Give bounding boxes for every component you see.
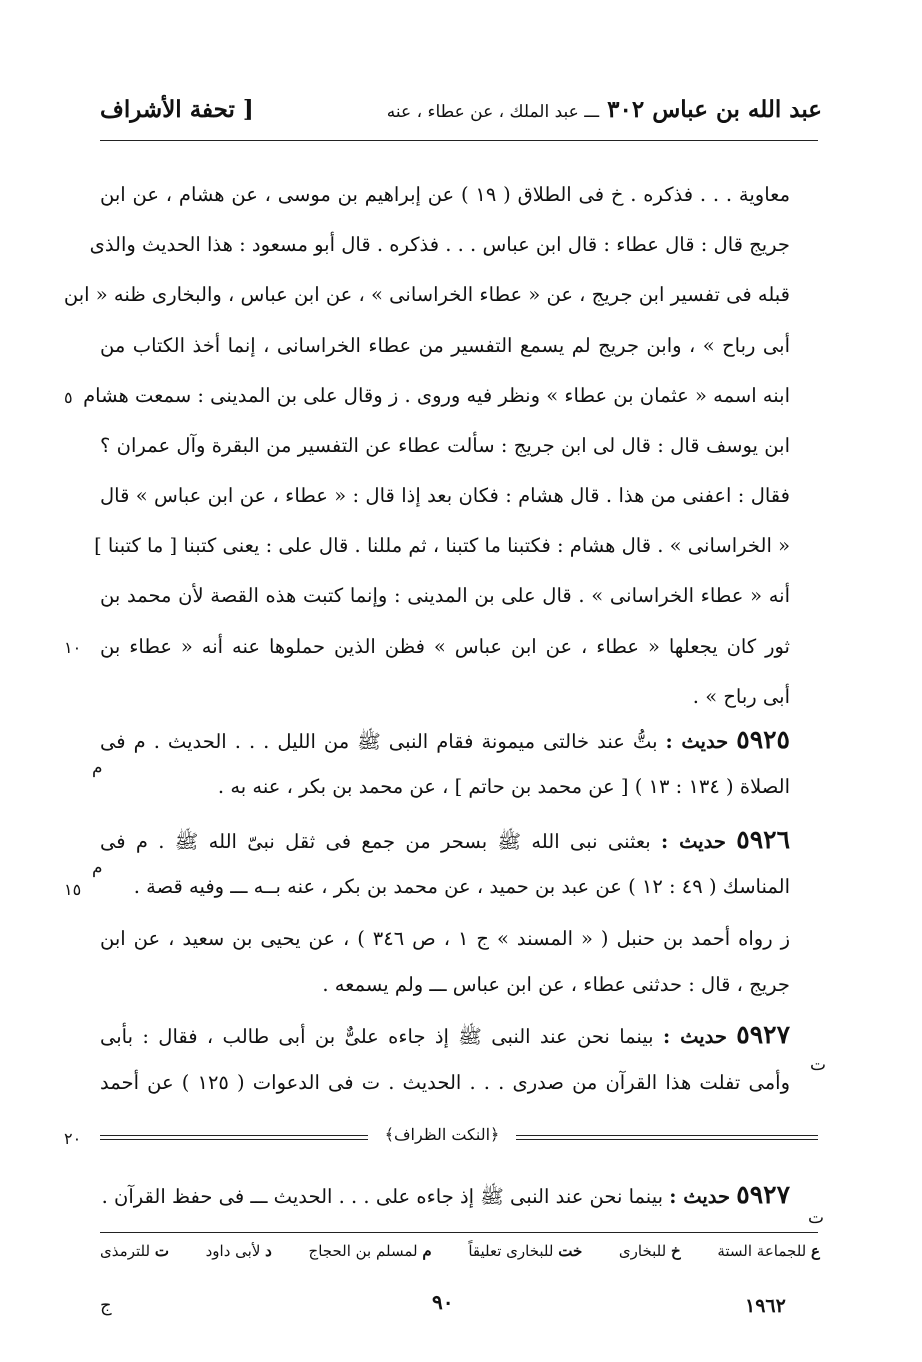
body-line: ثور كان يجعلها « عطاء ، عن ابن عباس » فظن الذين حملوها عنه أنه « عطاء بن: [100, 635, 790, 658]
abbreviation-text: للبخارى تعليقاً: [468, 1242, 554, 1260]
abbreviation-symbol: ع: [811, 1242, 820, 1260]
abbreviation-symbol: د: [265, 1242, 272, 1260]
abbreviation-item: [619, 1242, 681, 1260]
abbreviation-item: [206, 1242, 272, 1260]
hadith-text: بتُّ عند خالتى ميمونة فقام النبى ﷺ من الليل . . . الحديث . م فى: [100, 730, 658, 753]
turaf-note-symbol: ت: [808, 1208, 825, 1228]
hadith-5927-line-1: [100, 1020, 790, 1052]
abbreviation-text: للترمذى: [100, 1242, 151, 1260]
turaf-note-number: ٥٩٢٧: [736, 1180, 790, 1209]
body-line: معاوية . . . فذكره . خ فى الطلاق ( ١٩ ) عن إبراهيم بن موسى ، عن هشام ، عن ابن: [100, 183, 791, 206]
running-title-sub: ـــ عبد الملك ، عن عطاء ، عنه: [386, 102, 600, 122]
turaf-note-text: بينما نحن عند النبى ﷺ إذ جاءه على . . . الحديث ـــ فى حفظ القرآن .: [101, 1185, 664, 1208]
header-divider: [100, 140, 818, 141]
hadith-5926-symbol: م: [92, 858, 103, 878]
body-line: « الخراسانى » . قال هشام : فكتبنا ما كتبنا ، ثم مللنا . قال على : يعنى كتبنا [ ما كتبنا ]: [94, 534, 790, 557]
hadith-number: ٥٩٢٥: [736, 725, 790, 754]
abbreviation-text: لأبى داود: [205, 1242, 261, 1260]
line-number-20: ٢٠: [64, 1129, 82, 1148]
abbreviations-divider: [100, 1232, 818, 1233]
abbreviation-text: للجماعة الستة: [717, 1242, 807, 1260]
hadith-5927-symbol: ت: [810, 1055, 827, 1075]
turaf-label: ﴿النكت الظراف﴾: [384, 1125, 500, 1144]
hadith-5926-line-1: [100, 825, 790, 857]
hadith-5925-line-1: [100, 725, 790, 757]
turaf-note-label: حديث :: [669, 1185, 731, 1208]
abbreviation-item: [309, 1242, 432, 1260]
hadith-label: حديث :: [665, 730, 729, 753]
hadith-text: بعثنى نبى الله ﷺ بسحر من جمع فى ثقل نبىّ الله ﷺ . م فى: [100, 830, 651, 853]
hadith-5925-symbol: م: [92, 758, 103, 778]
abbreviation-item: [468, 1242, 582, 1260]
body-line: أنه « عطاء الخراسانى » . قال على بن المدينى : وإنما كتبت هذه القصة لأن محمد بن: [100, 584, 790, 607]
turaf-note: [100, 1180, 790, 1212]
hadith-5927-line-2: وأمى تفلت هذا القرآن من صدرى . . . الحديث . ت فى الدعوات ( ١٢٥ ) عن أحمد: [100, 1071, 790, 1094]
line-number-15: ١٥: [64, 880, 82, 899]
abbreviation-item: [717, 1242, 820, 1260]
abbreviation-item: [100, 1242, 169, 1260]
body-line: أبى رباح » ، وابن جريج لم يسمع التفسير من عطاء الخراسانى ، إنما أخذ الكتاب من: [100, 334, 790, 357]
signature-code: ١٩٦٢: [745, 1295, 786, 1317]
hadith-label: حديث :: [662, 1025, 727, 1048]
hadith-text: بينما نحن عند النبى ﷺ إذ جاءه علىٌّ بن أبى طالب ، فقال : بأبى: [100, 1025, 654, 1048]
hadith-label: حديث :: [661, 830, 726, 853]
hadith-number: ٥٩٢٧: [736, 1020, 791, 1049]
line-number-10: ١٠: [64, 638, 82, 657]
gathering-mark: ج: [100, 1295, 112, 1316]
abbreviation-symbol: م: [422, 1242, 432, 1260]
line-number-5: ٥: [64, 388, 73, 407]
abbreviation-text: لمسلم بن الحجاج: [308, 1242, 418, 1260]
body-line: ابن يوسف قال : قال لى ابن جريج : سألت عطاء عن التفسير من البقرة وآل عمران ؟: [100, 434, 790, 457]
running-title-main: عبد الله بن عباس ۳۰۲: [607, 96, 822, 123]
body-line: ابنه اسمه « عثمان بن عطاء » ونظر فيه وروى . ز وقال على بن المدينى : سمعت هشام: [83, 384, 790, 407]
body-line: قبله فى تفسير ابن جريج ، عن « عطاء الخراسانى » ، عن ابن عباس ، والبخارى ظنه « ابن: [63, 283, 790, 306]
body-line: جريج قال : قال عطاء : قال ابن عباس . . . فذكره . قال أبو مسعود : هذا الحديث والذى: [89, 233, 790, 256]
body-line: أبى رباح » .: [692, 685, 790, 708]
abbreviation-symbol: خ: [671, 1242, 681, 1260]
hadith-number: ٥٩٢٦: [736, 825, 791, 854]
abbreviation-symbol: ت: [154, 1242, 169, 1260]
abbreviation-text: للبخارى: [618, 1242, 667, 1260]
hadith-5926-line-2: المناسك ( ٤٩ : ١٢ ) عن عبد بن حميد ، عن محمد بن بكر ، عنه بــه ـــ وفيه قصة .: [133, 875, 790, 898]
abbreviations-key: [100, 1242, 820, 1260]
book-title: [ تحفة الأشراف: [100, 96, 254, 123]
hadith-5925-line-2: الصلاة ( ١٣٤ : ١٣ ) [ عن محمد بن حاتم ] ، عن محمد بن بكر ، عنه به .: [217, 775, 790, 798]
hadith-5926-line-3: ز رواه أحمد بن حنبل ( « المسند » ج ١ ، ص ٣٤٦ ) ، عن يحيى بن سعيد ، عن ابن: [100, 927, 791, 950]
running-title: [387, 96, 822, 123]
abbreviation-symbol: خت: [558, 1242, 583, 1260]
page-number: ٩٠: [432, 1290, 454, 1314]
turaf-divider-left: [100, 1135, 368, 1140]
hadith-5926-line-4: جريج ، قال : حدثنى عطاء ، عن ابن عباس ـــ ولم يسمعه .: [322, 973, 790, 996]
body-line: فقال : اعفنى من هذا . قال هشام : فكان بعد إذا قال : « عطاء ، عن ابن عباس » قال: [100, 484, 790, 507]
turaf-divider-right: [516, 1135, 818, 1140]
